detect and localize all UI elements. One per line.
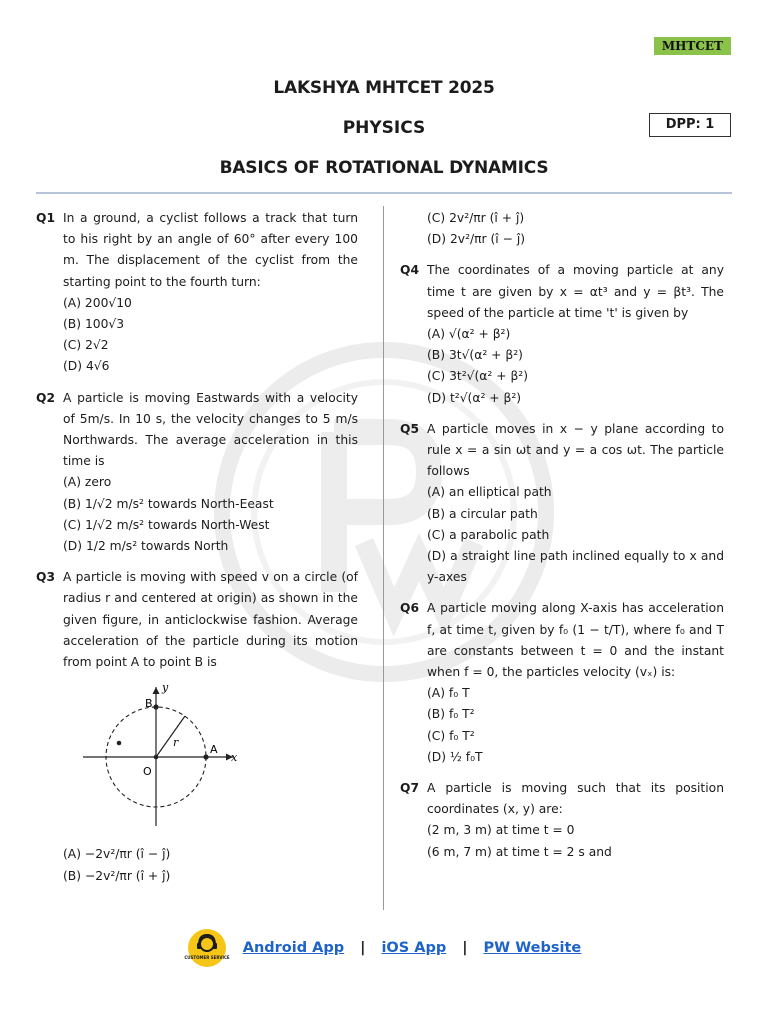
footer-separator: | [360, 940, 366, 956]
option: (C) 3t²√(α² + β²) [427, 369, 529, 384]
question-number [400, 208, 427, 250]
ios-app-link[interactable]: iOS App [381, 940, 447, 956]
question-3 [36, 567, 358, 887]
question-number: Q1 [36, 211, 56, 225]
question-number: Q4 [400, 263, 420, 278]
option: (A) 200√10 [63, 295, 132, 310]
option: (D) ½ f₀T [427, 749, 483, 764]
exam-badge: MHTCET [654, 37, 731, 55]
option: (D) 1/2 m/s² towards North [63, 539, 229, 554]
question-number: Q3 [36, 570, 56, 585]
chapter-title: BASICS OF ROTATIONAL DYNAMICS [219, 158, 549, 178]
customer-service-icon [184, 928, 230, 968]
option: (B) −2v²/πr (î + ĵ) [63, 868, 171, 883]
question-2 [36, 388, 358, 558]
question-3-continued [400, 208, 724, 250]
question-5 [400, 419, 724, 589]
question-text: A particle moving along X-axis has acceleration f, at time t, given by f₀ (1 − t/T), where f₀ and T are constants between t = 0 and the instant when f = 0, the particles velocity (vₓ) is: [427, 601, 724, 680]
option: (D) t²√(α² + β²) [427, 390, 522, 405]
option: (6 m, 7 m) at time t = 2 s and [427, 844, 612, 859]
question-number: Q2 [36, 390, 56, 405]
option: (C) f₀ T² [427, 728, 475, 743]
pw-website-link[interactable]: PW Website [483, 940, 582, 956]
question-text: A particle moves in x − y plane according to rule x = a sin ωt and y = a cos ωt. The particle follows [427, 421, 724, 479]
option: (D) 4√6 [63, 359, 110, 374]
option: (C) a parabolic path [427, 527, 550, 542]
question-1 [36, 208, 358, 378]
footer-separator: | [462, 940, 468, 956]
question-text: A particle is moving Eastwards with a velocity of 5m/s. In 10 s, the velocity changes to 5 m/s Northwards. The average acceleration in this time is [63, 390, 358, 469]
subject-title: PHYSICS [342, 118, 426, 138]
label-x: x [231, 751, 238, 765]
dpp-label: DPP: 1 [649, 113, 731, 137]
origin-point [154, 755, 159, 760]
option: (C) 1/√2 m/s² towards North-West [63, 517, 270, 532]
radius-line [156, 716, 185, 757]
option: (B) f₀ T² [427, 707, 475, 722]
question-4 [400, 260, 724, 408]
question-number: Q6 [400, 601, 420, 616]
option: (D) 2v²/πr (î − ĵ) [427, 232, 526, 247]
page-title: LAKSHYA MHTCET 2025 [273, 78, 495, 98]
option: (A) an elliptical path [427, 485, 552, 500]
option: (A) √(α² + β²) [427, 327, 511, 342]
option: (A) f₀ T [427, 686, 470, 701]
question-text: A particle is moving such that its position coordinates (x, y) are: [427, 781, 724, 817]
header-divider [36, 192, 732, 194]
label-o: O [143, 765, 152, 779]
android-app-link[interactable]: Android App [242, 940, 345, 956]
label-r: r [173, 736, 179, 750]
label-y: y [162, 681, 169, 695]
question-6 [400, 598, 724, 768]
column-divider [383, 206, 384, 910]
footer-links [0, 928, 768, 968]
label-b: B [145, 697, 153, 711]
question-number: Q7 [400, 781, 420, 796]
label-a: A [210, 743, 218, 757]
point-a [203, 755, 208, 760]
option: (B) 100√3 [63, 317, 125, 332]
option: (B) a circular path [427, 506, 538, 521]
question-7 [400, 778, 724, 863]
option: (B) 1/√2 m/s² towards North-Eeast [63, 496, 274, 511]
option: (D) a straight line path inclined equally to x and y-axes [427, 549, 724, 585]
option: (A) −2v²/πr (î − ĵ) [63, 847, 171, 862]
question-number: Q5 [400, 421, 420, 436]
left-column [36, 208, 358, 897]
circle-diagram [63, 681, 243, 831]
question-text: The coordinates of a moving particle at any time t are given by x = αt³ and y = βt³. The speed of the particle at time 't' is given by [427, 263, 724, 320]
question-text: In a ground, a cyclist follows a track that turn to his right by an angle of 60° after every 100 m. The displacement of the cyclist from the starting point to the fourth turn: [63, 211, 358, 289]
logo-text: CUSTOMER SERVICE [184, 955, 230, 960]
option: (B) 3t√(α² + β²) [427, 348, 523, 363]
option: (A) zero [63, 475, 112, 490]
option: (2 m, 3 m) at time t = 0 [427, 823, 575, 838]
question-text: A particle is moving with speed v on a circle (of radius r and centered at origin) as shown in the given figure, in anticlockwise fashion. Average acceleration of the particle during its motion from point A to point B is [63, 570, 358, 670]
particle-dot [117, 741, 122, 746]
option: (C) 2v²/πr (î + ĵ) [427, 211, 525, 225]
circle-motion-figure [63, 681, 358, 838]
point-b [153, 705, 158, 710]
right-column [400, 208, 724, 873]
option: (C) 2√2 [63, 338, 109, 353]
